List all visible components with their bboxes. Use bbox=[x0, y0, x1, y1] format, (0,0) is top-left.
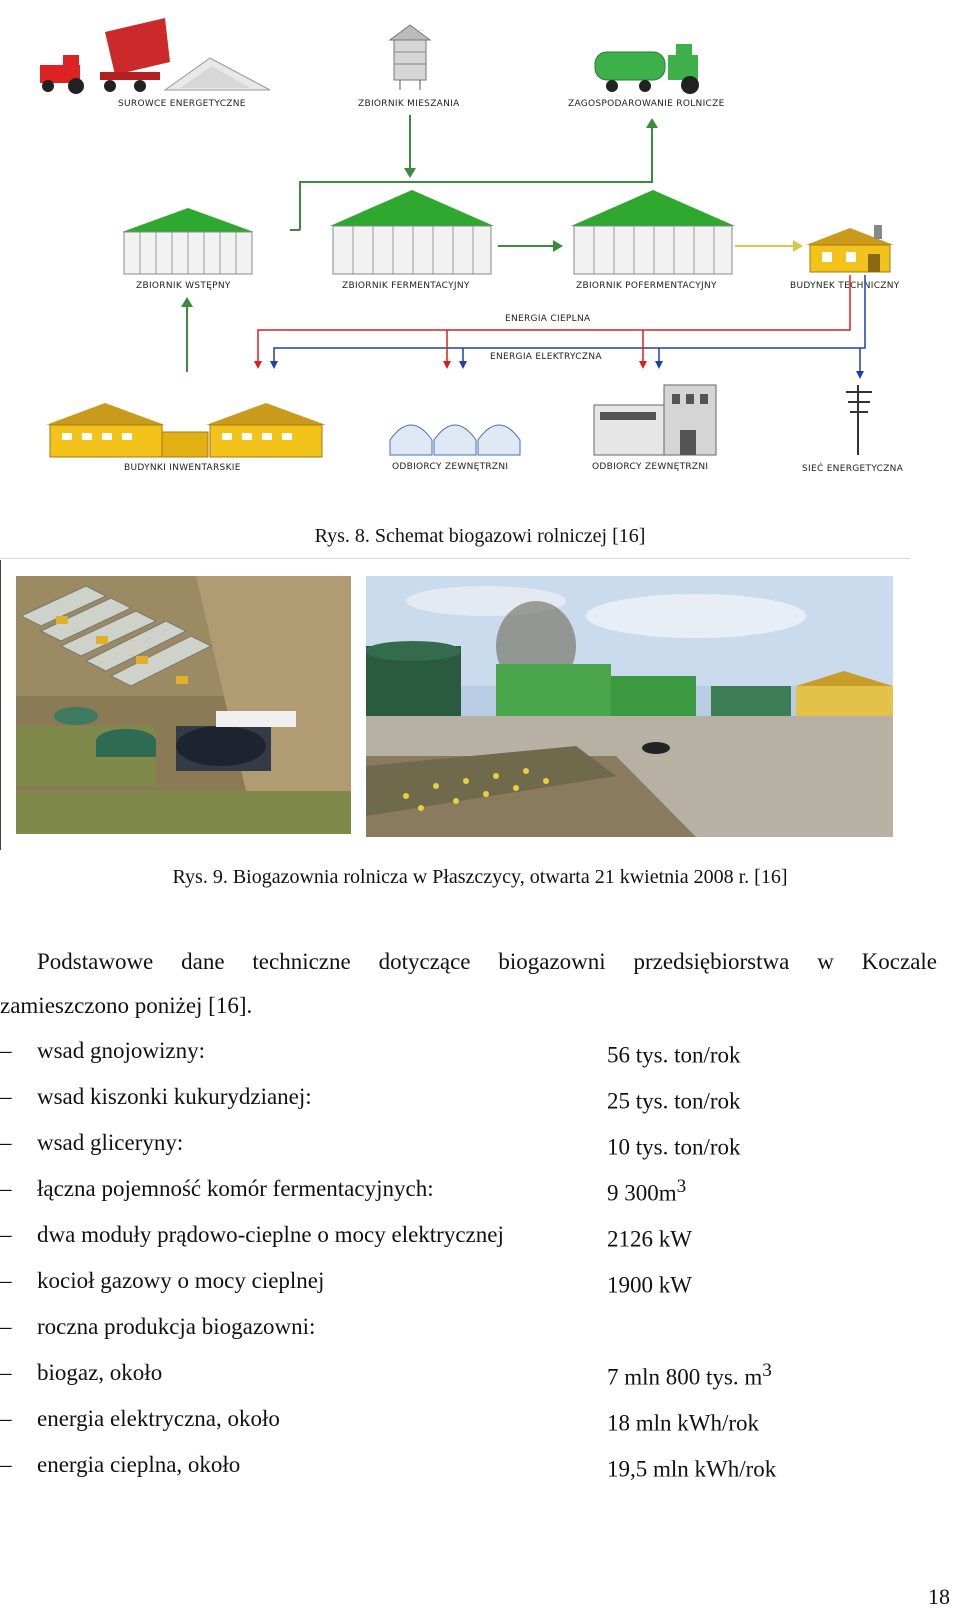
spec-value: 7 mln 800 tys. $m^3$ bbox=[607, 1360, 772, 1390]
spec-item bbox=[0, 1406, 960, 1452]
list-dash: – bbox=[0, 1406, 12, 1431]
spec-label: wsad gliceryny: bbox=[37, 1130, 184, 1155]
list-dash: – bbox=[0, 1130, 12, 1155]
spec-label: energia elektryczna, około bbox=[37, 1406, 280, 1431]
label-agri-use: ZAGOSPODAROWANIE ROLNICZE bbox=[568, 99, 725, 109]
label-electric-energy: ENERGIA ELEKTRYCZNA bbox=[490, 352, 602, 362]
spec-label: energia cieplna, około bbox=[37, 1452, 241, 1477]
greenhouses-icon bbox=[390, 425, 520, 455]
label-raw-materials: SUROWCE ENERGETYCZNE bbox=[118, 99, 246, 109]
spec-value: 1900 kW bbox=[607, 1272, 692, 1298]
figure-8-caption: Rys. 8. Schemat biogazowi rolniczej [16] bbox=[314, 525, 646, 547]
intro-paragraph-line-2: zamieszczono poniżej [16]. bbox=[0, 993, 253, 1018]
label-thermal-energy: ENERGIA CIEPLNA bbox=[505, 314, 591, 324]
list-dash: – bbox=[0, 1222, 12, 1247]
label-external-recipients-2: ODBIORCY ZEWNĘTRZNI bbox=[592, 462, 709, 472]
list-dash: – bbox=[0, 1452, 12, 1477]
plant-ground-photo bbox=[366, 576, 893, 837]
slurry-tanker-icon bbox=[595, 44, 699, 94]
label-livestock-buildings: BUDYNKI INWENTARSKIE bbox=[124, 463, 241, 473]
spec-label: biogaz, około bbox=[37, 1360, 163, 1385]
spec-value: 9 $300m^3$ bbox=[607, 1176, 687, 1206]
list-dash: – bbox=[0, 1038, 12, 1063]
label-post-fermentation-tank: ZBIORNIK POFERMENTACYJNY bbox=[576, 281, 717, 291]
list-dash: – bbox=[0, 1176, 12, 1201]
spec-item bbox=[0, 1360, 960, 1406]
spec-value: 25 tys. ton/rok bbox=[607, 1088, 741, 1114]
aerial-photo bbox=[16, 576, 351, 834]
spec-item bbox=[0, 1084, 960, 1130]
spec-item bbox=[0, 1314, 960, 1360]
spec-item bbox=[0, 1176, 960, 1222]
spec-label: łączna pojemność komór fermentacyjnych: bbox=[37, 1176, 434, 1201]
spec-value: 19,5 mln kWh/rok bbox=[607, 1456, 777, 1482]
intro-paragraph-line-1: Podstawowe dane techniczne dotyczące biogazowni przedsiębiorstwa w Koczale bbox=[37, 949, 937, 974]
figure-9-caption: Rys. 9. Biogazownia rolnicza w Płaszczycy, otwarta 21 kwietnia 2008 r. [16] bbox=[172, 866, 788, 888]
biogas-schematic-diagram bbox=[0, 0, 960, 515]
spec-value: 56 tys. ton/rok bbox=[607, 1042, 741, 1068]
list-dash: – bbox=[0, 1268, 12, 1293]
label-technical-building: BUDYNEK TECHNICZNY bbox=[790, 281, 900, 291]
list-dash: – bbox=[0, 1084, 12, 1109]
spec-item bbox=[0, 1452, 960, 1498]
page-number: 18 bbox=[928, 1584, 950, 1609]
spec-value: 2126 kW bbox=[607, 1226, 692, 1252]
spec-item bbox=[0, 1038, 960, 1084]
spec-value: 18 mln kWh/rok bbox=[607, 1410, 760, 1436]
spec-item bbox=[0, 1222, 960, 1268]
list-dash: – bbox=[0, 1360, 12, 1385]
spec-label: kocioł gazowy o mocy cieplnej bbox=[37, 1268, 325, 1293]
list-dash: – bbox=[0, 1314, 12, 1339]
label-mixing-tank: ZBIORNIK MIESZANIA bbox=[358, 99, 460, 109]
figure-left-border bbox=[0, 560, 1, 850]
spec-item bbox=[0, 1130, 960, 1176]
spec-label: wsad gnojowizny: bbox=[37, 1038, 206, 1063]
spec-label: roczna produkcja biogazowni: bbox=[37, 1314, 316, 1339]
spec-label: dwa moduły prądowo-cieplne o mocy elektrycznej bbox=[37, 1222, 504, 1247]
figure-separator bbox=[0, 558, 910, 559]
spec-item bbox=[0, 1268, 960, 1314]
label-external-recipients-1: ODBIORCY ZEWNĘTRZNI bbox=[392, 462, 509, 472]
spec-label: wsad kiszonki kukurydzianej: bbox=[37, 1084, 312, 1109]
spec-value: 10 tys. ton/rok bbox=[607, 1134, 741, 1160]
label-pre-tank: ZBIORNIK WSTĘPNY bbox=[136, 281, 231, 291]
label-fermentation-tank: ZBIORNIK FERMENTACYJNY bbox=[342, 281, 470, 291]
label-power-grid: SIEĆ ENERGETYCZNA bbox=[802, 464, 904, 474]
